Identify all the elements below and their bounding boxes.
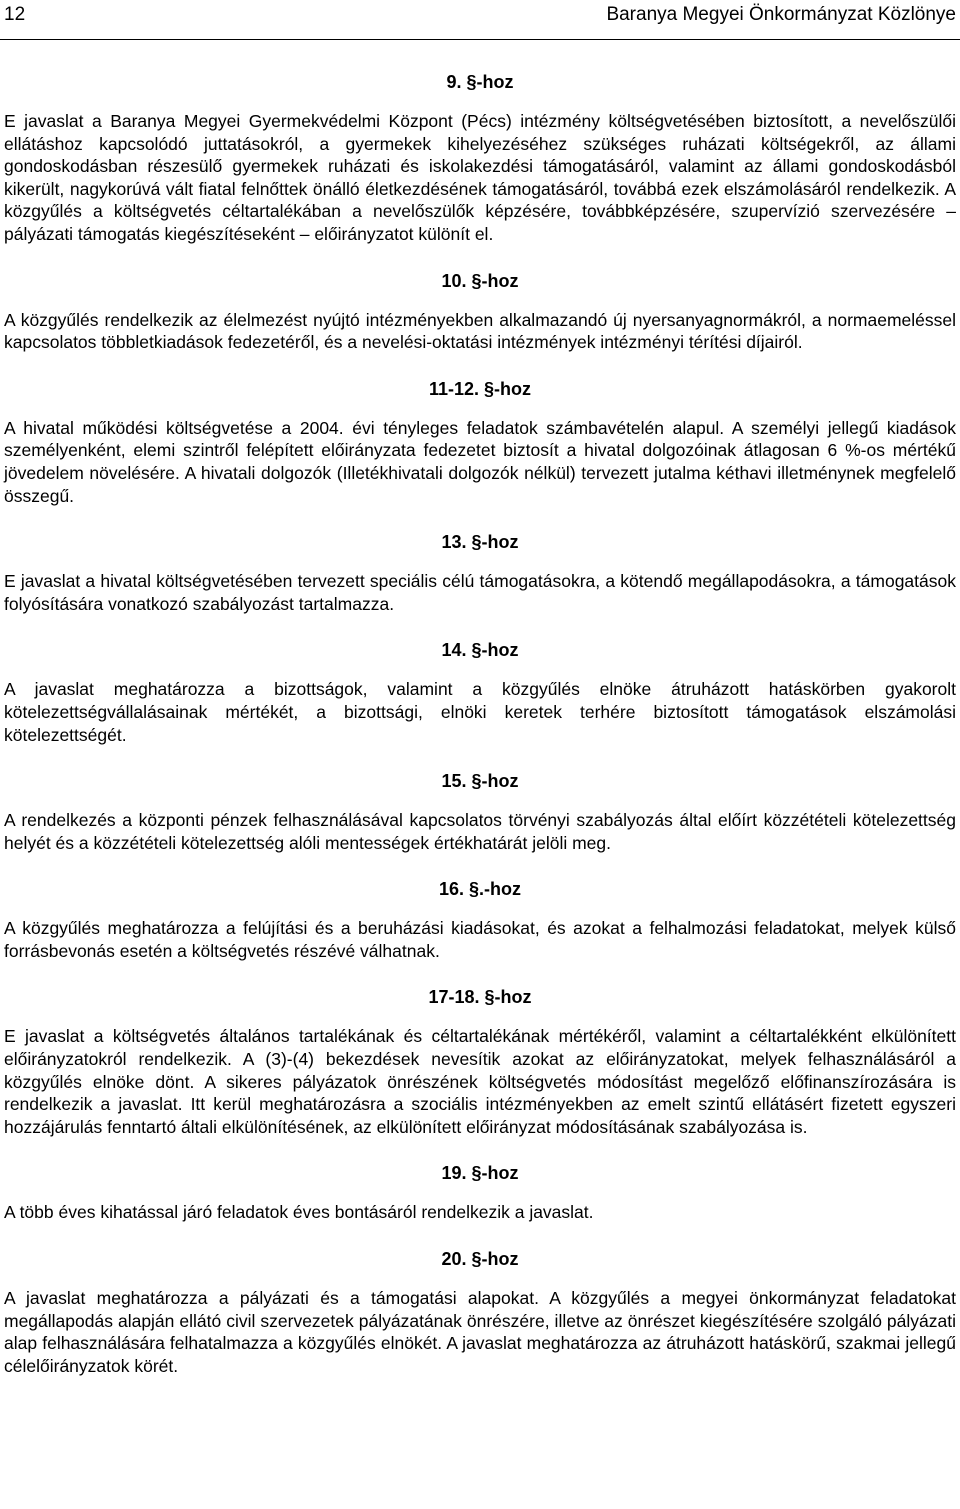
section-10 [4, 270, 956, 354]
section-heading: 17-18. §-hoz [428, 987, 532, 1008]
section-paragraph: A több éves kihatással járó feladatok éves bontásáról rendelkezik a javaslat. [4, 1202, 594, 1223]
section-paragraph: A közgyűlés rendelkezik az élelmezést nyújtó intézményekben alkalmazandó új nyersanyagnormákról, a normaemeléssel kapcsolatos többletkiadások fedezetéről, és a nevelési-oktatási intézmények intézményi térítési díjairól. [4, 309, 956, 353]
section-paragraph: A rendelkezés a központi pénzek felhasználásával kapcsolatos törvényi szabályozás által előírt közzétételi kötelezettség helyét és a közzétételi kötelezettség alóli mentességek értékhatárát jelöli meg. [4, 810, 956, 853]
document-body [4, 71, 956, 1401]
section-16 [4, 878, 956, 962]
section-paragraph: A közgyűlés meghatározza a felújítási és a beruházási kiadásokat, és azokat a felhalmozási feladatokat, melyek külső forrásbevonás esetén a költségvetés részévé válhatnak. [4, 918, 956, 961]
section-paragraph: A javaslat meghatározza a bizottságok, valamint a közgyűlés elnöke átruházott hatáskörben gyakorolt kötelezettségvállalásainak mértékét, a bizottsági, elnöki keretek terhére biztosított támogatások elszámolási kötelezettségét. [4, 679, 956, 745]
section-11-12 [4, 378, 956, 507]
section-heading: 10. §-hoz [441, 270, 519, 291]
section-heading: 20. §-hoz [441, 1249, 519, 1270]
section-paragraph: E javaslat a Baranya Megyei Gyermekvédelmi Központ (Pécs) intézmény költségvetésében biztosított, a nevelőszülői ellátáshoz kapcsolódó juttatásokról, a gyermekek kihelyezéséhez szükséges ruházati költségekről, az állami gondoskodásban részesülő gyermekek ruházati és iskolakezdési támogatásáról, valamint az állami gondoskodásból kikerült, nagykorúvá vált fiatal felnőttek önálló életkezdésének támogatásáról, továbbá ezek elszámolásáról rendelkezik. A közgyűlés a költségvetés céltartalékában a nevelőszülők képzésére, továbbképzésére, szupervízió szervezésére – pályázati támogatás kiegészítéseként – előirányzatot különít el. [4, 111, 956, 244]
section-heading: 13. §-hoz [441, 532, 519, 553]
section-paragraph: E javaslat a hivatal költségvetésében tervezett speciális célú támogatásokra, a kötendő megállapodásokra, a támogatások folyósítására vonatkozó szabályozást tartalmazza. [4, 571, 956, 614]
section-paragraph: A javaslat meghatározza a pályázati és a támogatási alapokat. A közgyűlés a megyei önkormányzat feladatokat megállapodás alapján ellátó civil szervezetek pályázatának önrészére, illetve az önrészet kiegészítésére szolgáló pályázati alap felhasználására felhatalmazza a közgyűlés elnökét. A javaslat meghatározza az átruházott hatáskörű, szakmai jellegű célelőirányzatok körét. [4, 1288, 956, 1376]
section-paragraph: A hivatal működési költségvetése a 2004. évi tényleges feladatok számbavételén alapul. A személyi jellegű kiadások személyenként, elemi szintről felépített előirányzata fedezetet biztosít a hivatal dolgozóinak átlagosan 6 %-os mértékű jövedelem növelésére. A hivatali dolgozók (Illetékhivatali dolgozók nélkül) tervezett jutalma kéthavi illetménynek megfelelő összegű. [4, 417, 956, 506]
section-heading: 19. §-hoz [441, 1163, 519, 1184]
section-heading: 9. §-hoz [446, 72, 514, 92]
section-13 [4, 531, 956, 615]
section-heading: 15. §-hoz [441, 771, 519, 792]
section-15 [4, 770, 956, 854]
section-9 [4, 71, 956, 246]
section-17-18 [4, 986, 956, 1138]
section-14 [4, 639, 956, 746]
page-number: 12 [4, 4, 26, 25]
section-heading: 14. §-hoz [441, 640, 519, 661]
publication-title: Baranya Megyei Önkormányzat Közlönye [606, 4, 956, 25]
section-19 [4, 1162, 956, 1224]
section-heading: 16. §.-hoz [438, 879, 522, 900]
section-heading: 11-12. §-hoz [428, 378, 532, 399]
page-header [0, 0, 960, 40]
section-20 [4, 1248, 956, 1377]
section-paragraph: E javaslat a költségvetés általános tartalékának és céltartalékának mértékéről, valamint a céltartalékként elkülönített előirányzatokról rendelkezik. A (3)-(4) bekezdések nevesítik azokat az előirányzatokat, melyek felhasználásáról a közgyűlés elnöke dönt. A sikeres pályázatok önrészének költségvetés módosítást megelőző előfinanszírozására is rendelkezik a javaslat. Itt kerül meghatározásra a szociális intézményekben az emelt szintű ellátásért fizetett egyszeri hozzájárulás fenntartó általi elkülönítésének, az elkülönített előirányzat módosításának szabályozása is. [4, 1026, 956, 1137]
